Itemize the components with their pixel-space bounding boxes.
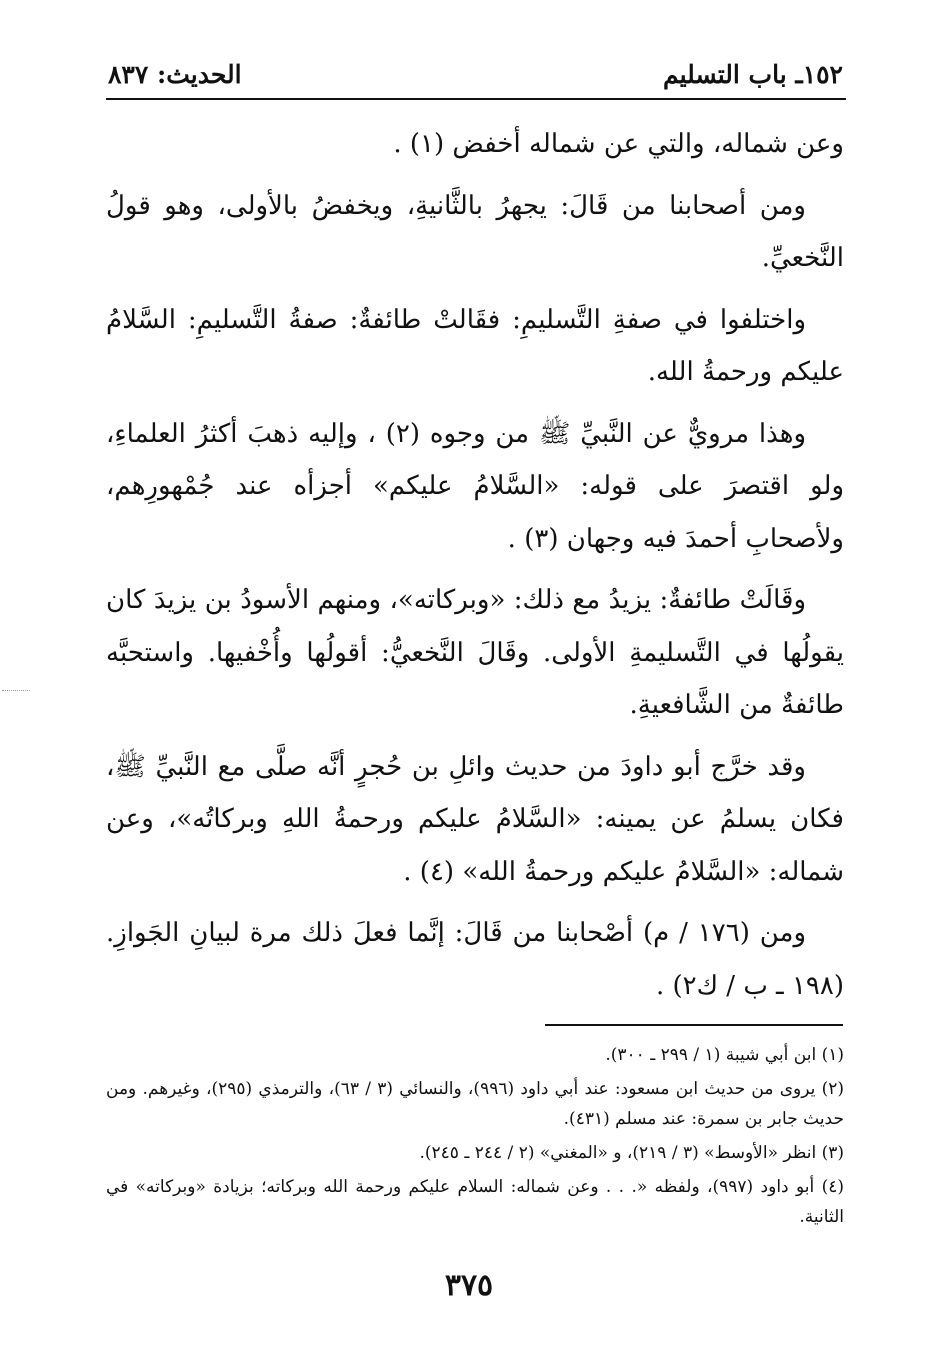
chapter-title: ١٥٢ـ باب التسليم [662,60,843,89]
page-number: ٣٧٥ [444,1268,494,1303]
running-header [108,58,843,98]
footnotes [106,1040,844,1236]
header-divider [106,98,846,100]
footnote: (٣) انظر «الأوسط» (٣ / ٢١٩)، و «المغني» (٢ / ٢٤٤ ـ ٢٤٥). [419,1143,844,1163]
footnote: (٤) أبو داود (٩٩٧)، ولفظه «. . . وعن شماله: السلام عليكم ورحمة الله وبركاته؛ بزيادة «وبركاته» في الثانية. [106,1177,844,1227]
paragraph: ومن أصحابنا من قَالَ: يجهرُ بالثَّانيةِ، ويخفضُ بالأولى، وهو قولُ النَّخعيِّ. [106,190,844,273]
paragraph: وعن شماله، والتي عن شماله أخفض (١) . [393,129,844,159]
main-text [106,118,844,1021]
paragraph: ومن (١٧٦ / م) أصْحابنا من قَالَ: إنَّما فعلَ ذلك مرة لبيانِ الجَوازِ. (١٩٨ ـ ب / ك٢) . [106,918,844,1001]
paragraph: وقد خرَّج أبو داودَ من حديث وائلِ بن حُجرٍ أنَّه صلَّى مع النَّبيِّ ﷺ، فكان يسلمُ عن يمينه: «السَّلامُ عليكم ورحمةُ اللهِ وبركاتُه»، وعن شماله: «السَّلامُ عليكم ورحمةُ الله» (٤) . [106,751,844,887]
scan-margin-mark [2,690,30,691]
paragraph: واختلفوا في صفةِ التَّسليمِ: فقَالتْ طائفةٌ: صفةُ التَّسليمِ: السَّلامُ عليكم ورحمةُ الله. [106,304,844,387]
paragraph: وهذا مرويٌّ عن النَّبيِّ ﷺ من وجوه (٢) ، وإليه ذهبَ أكثرُ العلماءِ، ولو اقتصرَ على قوله: «السَّلامُ عليكم» أجزأه عند جُمْهورِهم، ولأصحابِ أحمدَ فيه وجهان (٣) . [106,418,844,554]
hadith-number: الحديث: ٨٣٧ [108,60,242,89]
footnote: (٢) يروى من حديث ابن مسعود: عند أبي داود (٩٩٦)، والنسائي (٣ / ٦٣)، والترمذي (٢٩٥)، وغيرهم. ومن حديث جابر بن سمرة: عند مسلم (٤٣١). [106,1079,844,1129]
footnote: (١) ابن أبي شيبة (١ / ٢٩٩ ـ ٣٠٠). [605,1045,844,1065]
paragraph: وقَالَتْ طائفةٌ: يزيدُ مع ذلك: «وبركاته»، ومنهم الأسودُ بن يزيدَ كان يقولُها في التَّسليمةِ الأولى. وقَالَ النَّخعيُّ: أقولُها وأُخْفيها. واستحبَّه طائفةٌ من الشَّافعيةِ. [106,585,844,720]
footnote-divider [545,1024,843,1026]
